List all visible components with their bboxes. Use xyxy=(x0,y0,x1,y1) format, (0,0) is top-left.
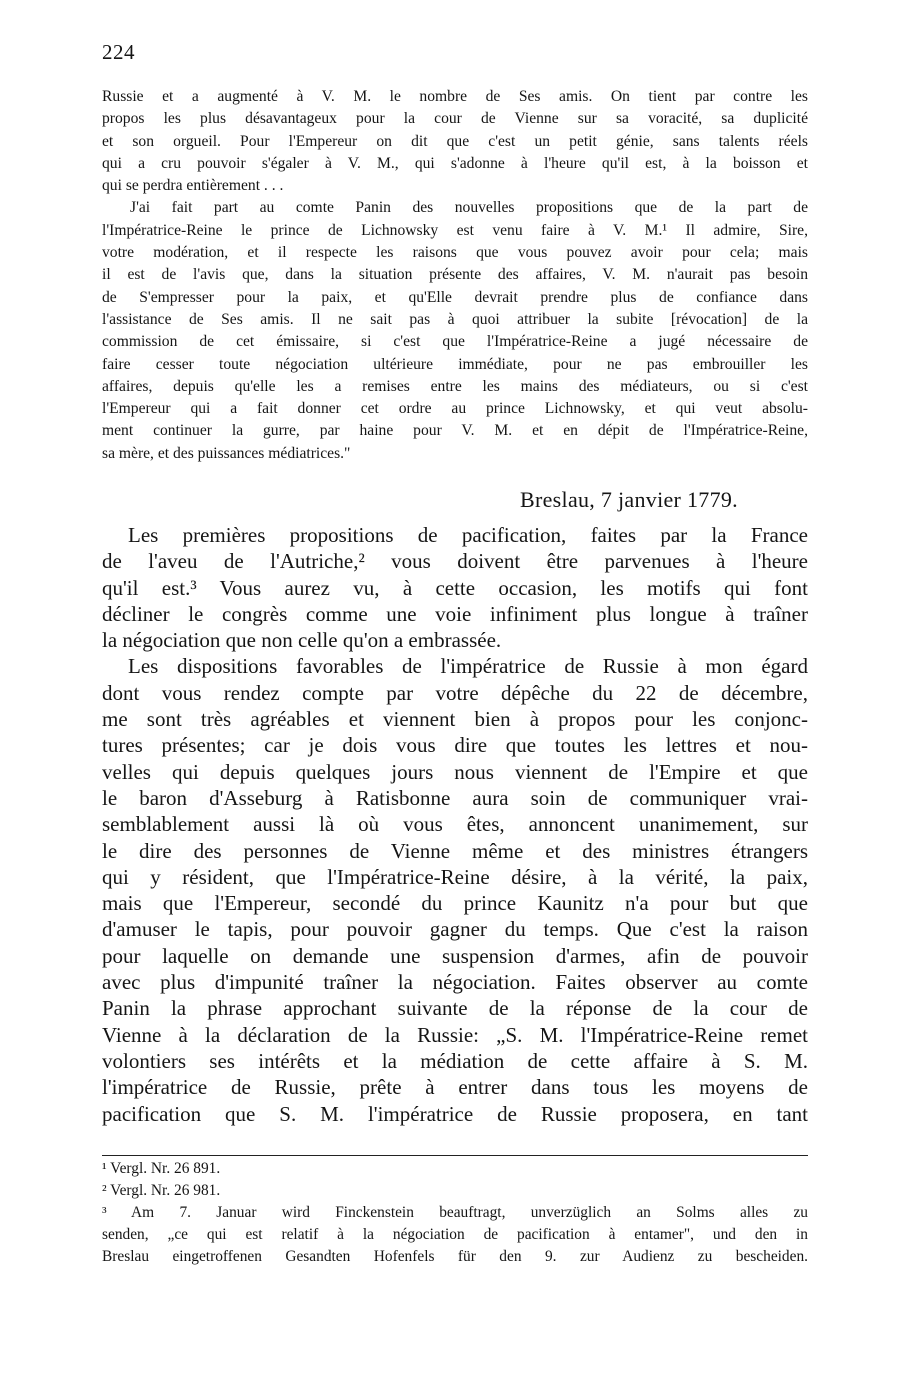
body-line: Panin la phrase approchant suivante de la réponse de la cour de xyxy=(102,996,808,1021)
body-line: Les premières propositions de pacification, faites par la France xyxy=(128,523,808,547)
body-line: avec plus d'impunité traîner la négociation. Faites observer au comte xyxy=(102,970,808,995)
body-line: la négociation que non celle qu'on a embrassée. xyxy=(102,628,502,653)
quote-line: qui se perdra entièrement . . . xyxy=(102,177,284,195)
body-line: l'impératrice de Russie, prête à entrer dans tous les moyens de xyxy=(102,1075,808,1100)
body-line: tures présentes; car je dois vous dire que toutes les lettres et nou- xyxy=(102,733,808,758)
quote-line: faire cesser toute négociation ultérieure immédiate, pour ne pas embrouiller les xyxy=(102,355,808,373)
quote-line: Russie et a augmenté à V. M. le nombre de Ses amis. On tient par contre les xyxy=(102,88,808,105)
quote-line: propos les plus désavantageux pour la cour de Vienne sur sa voracité, sa duplicité xyxy=(102,110,808,128)
quote-line: votre modération, et il respecte les raisons que vous pouvez avoir pour cela; mais xyxy=(102,244,808,262)
quote-line: ment continuer la gurre, par haine pour V. M. et en dépit de l'Impératrice-Reine, xyxy=(102,422,808,440)
body-line: le baron d'Asseburg à Ratisbonne aura soin de communiquer vrai- xyxy=(102,785,808,810)
body-line: pacification que S. M. l'impératrice de Russie proposera, en tant xyxy=(102,1101,808,1126)
quote-line: affaires, depuis qu'elle les a remises entre les mains des médiateurs, ou si c'est xyxy=(102,377,808,395)
dateline: Breslau, 7 janvier 1779. xyxy=(520,487,738,512)
quote-line: l'Impératrice-Reine le prince de Lichnowsky est venu faire à V. M.¹ Il admire, Sire, xyxy=(102,221,808,239)
quoted-report xyxy=(102,86,808,465)
body-line: de l'aveu de l'Autriche,² vous doivent être parvenues à l'heure xyxy=(102,549,808,574)
body-line: le dire des personnes de Vienne même et des ministres étrangers xyxy=(102,838,808,863)
footnote-line: ¹ Vergl. Nr. 26 891. xyxy=(102,1160,221,1177)
body-line: d'amuser le tapis, pour pouvoir gagner du temps. Que c'est la raison xyxy=(102,917,808,942)
footnotes xyxy=(102,1158,808,1268)
body-line: décliner le congrès comme une voie infiniment plus longue à traîner xyxy=(102,601,808,626)
footnote-line: senden, „ce qui est relatif à la négociation de pacification à entamer", und den in xyxy=(102,1226,808,1243)
body-line: pour laquelle on demande une suspension d'armes, afin de pouvoir xyxy=(102,943,808,968)
body-line: Vienne à la déclaration de la Russie: „S. M. l'Impératrice-Reine remet xyxy=(102,1022,808,1047)
quote-line: qui a cru pouvoir s'égaler à V. M., qui s'adonne à l'heure qu'il est, à la boisson et xyxy=(102,154,808,172)
quote-line: sa mère, et des puissances médiatrices." xyxy=(102,444,351,462)
quote-line: J'ai fait part au comte Panin des nouvelles propositions que de la part de xyxy=(130,199,808,217)
body-line: dont vous rendez compte par votre dépêche du 22 de décembre, xyxy=(102,680,808,705)
footnote-divider xyxy=(102,1155,808,1156)
body-line: qui y résident, que l'Impératrice-Reine désire, à la vérité, la paix, xyxy=(102,864,808,889)
quote-line: l'assistance de Ses amis. Il ne sait pas à quoi attribuer la subite [révocation] de la xyxy=(102,310,808,328)
quote-line: commission de cet émissaire, si c'est que l'Impératrice-Reine a jugé nécessaire de xyxy=(102,333,808,351)
quote-line: il est de l'avis que, dans la situation présente des affaires, V. M. n'aurait pas besoin xyxy=(102,266,808,284)
letter-body xyxy=(102,522,808,1127)
body-line: volontiers ses intérêts et la médiation de cette affaire à S. M. xyxy=(102,1048,808,1073)
footnote-line: ² Vergl. Nr. 26 981. xyxy=(102,1182,221,1199)
quote-line: de S'empresser pour la paix, et qu'Elle devrait prendre plus de confiance dans xyxy=(102,288,808,306)
body-line: semblablement aussi là où vous êtes, annoncent unanimement, sur xyxy=(102,812,808,837)
body-line: velles qui depuis quelques jours nous viennent de l'Empire et que xyxy=(102,759,808,784)
body-line: me sont très agréables et viennent bien à propos pour les conjonc- xyxy=(102,707,808,732)
body-line: mais que l'Empereur, secondé du prince Kaunitz n'a pour but que xyxy=(102,891,808,916)
body-line: qu'il est.³ Vous aurez vu, à cette occasion, les motifs qui font xyxy=(102,575,808,600)
footnote-line: ³ Am 7. Januar wird Finckenstein beauftragt, unverzüglich an Solms alles zu xyxy=(102,1204,808,1221)
body-line: Les dispositions favorables de l'impératrice de Russie à mon égard xyxy=(128,654,808,679)
quote-line: et son orgueil. Pour l'Empereur on dit que c'est un petit génie, sans talents réels xyxy=(102,132,808,150)
page-number: 224 xyxy=(102,40,135,64)
footnote-line: Breslau eingetroffenen Gesandten Hofenfels für den 9. zur Audienz zu bescheiden. xyxy=(102,1248,808,1265)
quote-line: l'Empereur qui a fait donner cet ordre au prince Lichnowsky, et qui veut absolu- xyxy=(102,400,808,418)
